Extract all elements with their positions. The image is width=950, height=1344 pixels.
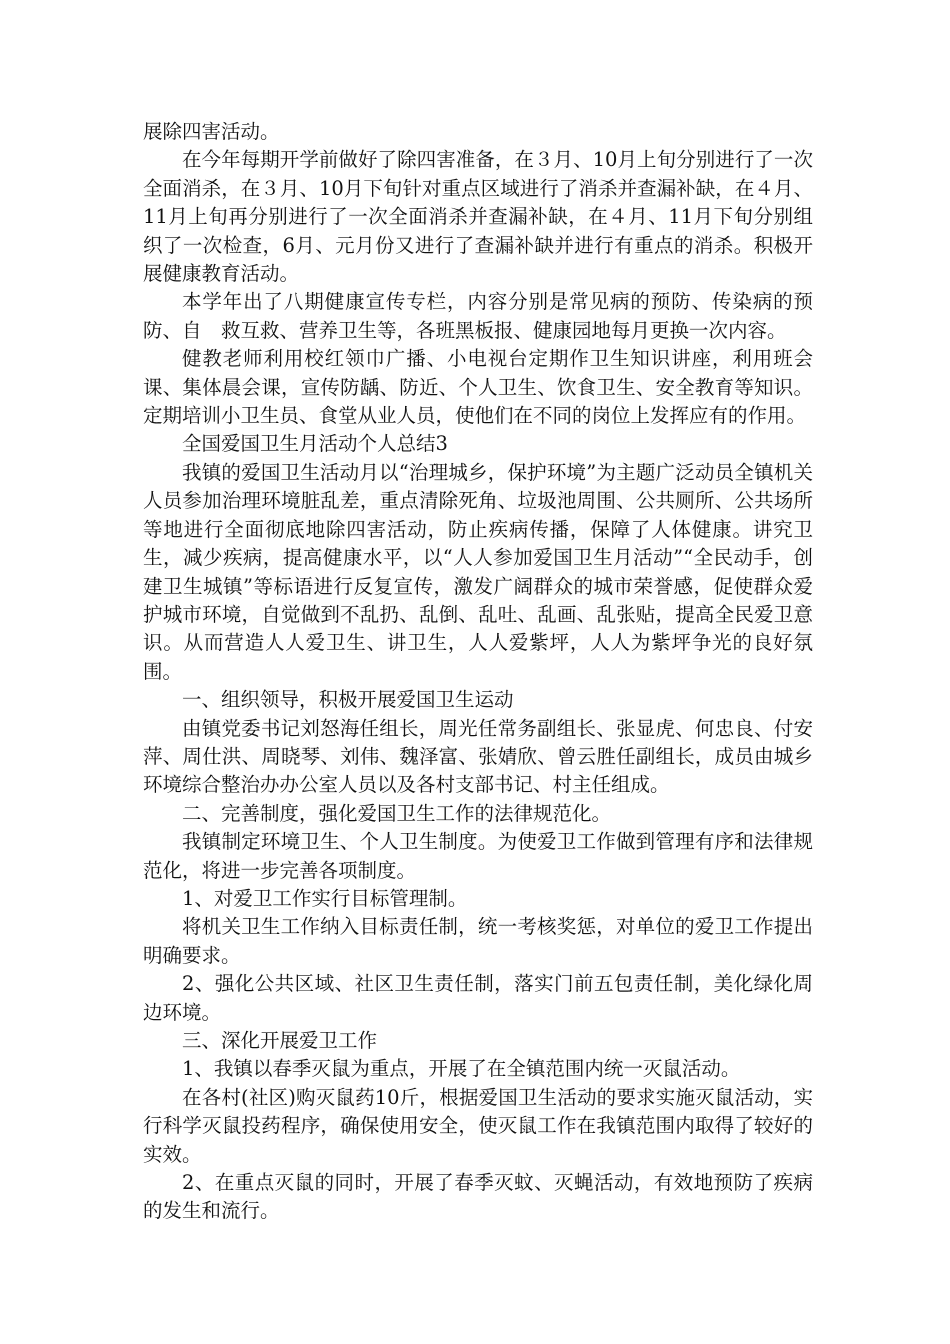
paragraph-hygiene-rules: 我镇制定环境卫生、个人卫生制度。为使爱卫工作做到管理有序和法律规范化，将进一步完善各项制度。 bbox=[143, 830, 813, 882]
paragraph-health-columns: 本学年出了八期健康宣传专栏，内容分别是常见病的预防、传染病的预防、自 救互救、营养卫生等，各班黑板报、健康园地每月更换一次内容。 bbox=[143, 290, 813, 342]
list-item-mosquito-fly-control: 2、在重点灭鼠的同时，开展了春季灭蚊、灭蝇活动，有效地预防了疾病的发生和流行。 bbox=[143, 1171, 813, 1223]
paragraph-continuation: 展除四害活动。 bbox=[143, 120, 280, 143]
document-body bbox=[143, 118, 813, 1226]
list-item-target-management: 1、对爱卫工作实行目标管理制。 bbox=[182, 886, 468, 910]
paragraph-health-lectures: 健教老师利用校红领巾广播、小电视台定期作卫生知识讲座，利用班会课、集体晨会课，宣传防龋、防近、个人卫生、饮食卫生、安全教育等知识。定期培训小卫生员、食堂从业人员，使他们在不同的岗位上发挥应有的作用。 bbox=[143, 347, 813, 428]
list-item-rodent-control: 1、我镇以春季灭鼠为重点，开展了在全镇范围内统一灭鼠活动。 bbox=[182, 1057, 741, 1081]
paragraph-leadership-team: 由镇党委书记刘怒海任组长，周光任常务副组长、张显虎、何忠良、付安萍、周仕洪、周晓琴、刘伟、魏泽富、张婧欣、曾云胜任副组长，成员由城乡环境综合整治办办公室人员以及各村支部书记、村主任组成。 bbox=[143, 716, 813, 797]
heading-organization: 一、组织领导，积极开展爱国卫生运动 bbox=[182, 688, 514, 712]
list-item-public-areas: 2、强化公共区域、社区卫生责任制，落实门前五包责任制，美化绿化周边环境。 bbox=[143, 972, 813, 1024]
section-title-summary-3: 全国爱国卫生月活动个人总结3 bbox=[182, 432, 448, 456]
paragraph-responsibility-system: 将机关卫生工作纳入目标责任制，统一考核奖惩，对单位的爱卫工作提出明确要求。 bbox=[143, 915, 813, 967]
paragraph-campaign-theme: 我镇的爱国卫生活动月以“治理城乡，保护环境”为主题广泛动员全镇机关人员参加治理环境脏乱差，重点清除死角、垃圾池周围、公共厕所、公共场所等地进行全面彻底地除四害活动，防止疾病传播，保障了人体健康。讲究卫生，减少疾病，提高健康水平，以“人人参加爱国卫生月活动”“全民动手，创建卫生城镇”等标语进行反复宣传，激发广阔群众的城市荣誉感，促使群众爱护城市环境，自觉做到不乱扔、乱倒、乱吐、乱画、乱张贴，提高全民爱卫意识。从而营造人人爱卫生、讲卫生，人人爱紫坪，人人为紫坪争光的良好氛围。 bbox=[143, 460, 813, 683]
paragraph-disinfection-schedule: 在今年每期开学前做好了除四害准备，在３月、10月上旬分别进行了一次全面消杀，在３月、10月下旬针对重点区域进行了消杀并查漏补缺，在４月、11月上旬再分别进行了一次全面消杀并查漏补缺，在４月、11月下旬分别组织了一次检查，6月、元月份又进行了查漏补缺并进行有重点的消杀。积极开展健康教育活动。 bbox=[143, 148, 813, 286]
paragraph-rodent-poison: 在各村(社区)购灭鼠药10斤，根据爱国卫生活动的要求实施灭鼠活动，实行科学灭鼠投药程序，确保使用安全，使灭鼠工作在我镇范围内取得了较好的实效。 bbox=[143, 1085, 813, 1166]
heading-regulations: 二、完善制度，强化爱国卫生工作的法律规范化。 bbox=[182, 801, 612, 825]
heading-deepen-work: 三、深化开展爱卫工作 bbox=[182, 1029, 378, 1052]
